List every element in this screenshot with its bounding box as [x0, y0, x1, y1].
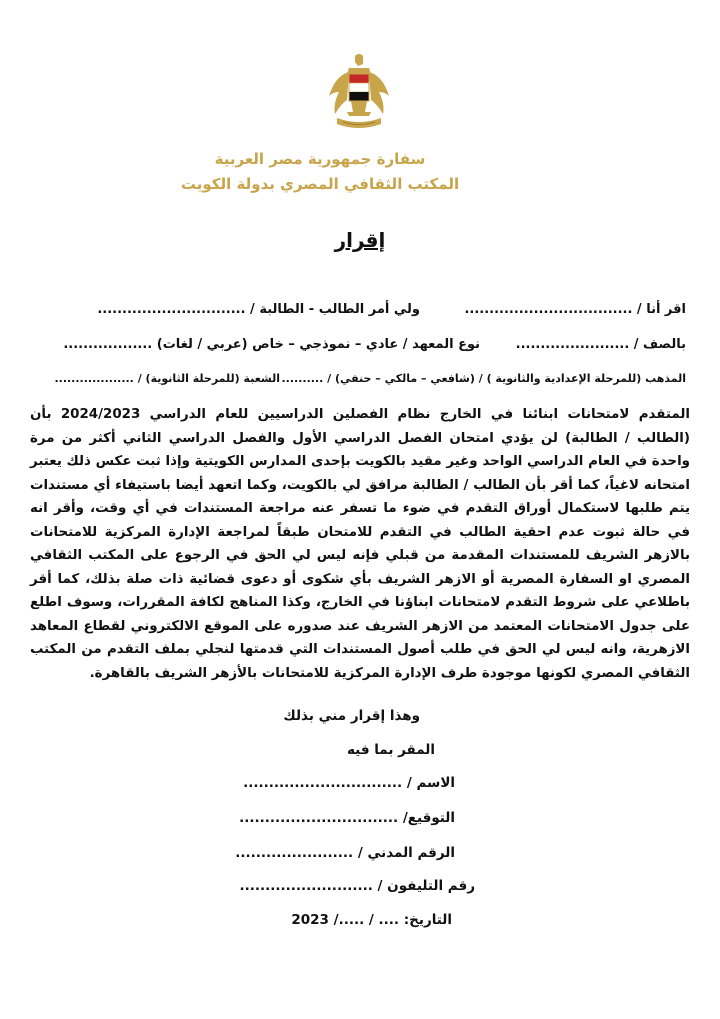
declaration-paragraph: المتقدم لامتحانات ابنائنا في الخارج نظام الفصلين الدراسيين للعام الدراسي 2024/2023 بأن (الطالب / الطالبة) لن يؤدي امتحان الفصل الدراسي الأول والفصل الدراسي الثاني أكثر من مرة واحدة في العام الدراسي الواحد وغير مقيد بالكويت بإحدى المدارس الكويتية وإذا ثبت عكس ذلك يعتبر امتحانه لاغياً، كما أقر بأن الطالب / الطالبة مرافق لي بالكويت، وكما اتعهد أيضا باستيفاء أي مستندات يتم طلبها لاستكمال أوراق التقدم في ضوء ما تسفر عنه مراجعة المستندات في أي وقت، وأقر انه في حالة ثبوت عدم احقية الطالب في التقدم للامتحان طبقاً لمراجعة الإدارة المركزية للامتحانات بالازهر الشريف للمستندات المقدمة من قبلي فإنه ليس لي الحق في الرجوع على المكتب الثقافي المصري او السفارة المصرية أو الازهر الشريف بأي شكوى أو دعوى قضائية ذات صلة بذلك، كما أقر باطلاعي على شروط التقدم لامتحانات ابناؤنا في الخارج، وكذا المناهج لكافة المقررات، وسوف اطلع على جدول الامتحانات المعتمد من الازهر الشريف عند صدوره على الموقع الالكتروني لقطاع المعاهد الازهرية، وانه ليس لي الحق في طلب أصول المستندات التي قدمتها لنجلي بملف التقدم من المكتب الثقافي المصري لكونها موجودة طرف الإدارة المركزية للامتحانات بالأزهر الشريف بالقاهرة.: [30, 407, 690, 681]
date-field: التاريخ: .... / ...../ 2023: [291, 912, 452, 928]
branch-line: الشعبة (للمرحلة الثانوية) / ...................: [54, 372, 280, 385]
declaration-statement: وهذا إقرار مني بذلك: [283, 708, 420, 724]
signature-field: التوقيع/ ...............................: [239, 810, 455, 826]
phone-field: رقم التليفون / ..........................: [239, 878, 475, 894]
name-field: الاسم / ...............................: [243, 775, 455, 791]
institute-type-line: نوع المعهد / عادي – نموذجي – خاص (عربي / لغات) ..................: [63, 337, 480, 352]
declaration-body: [30, 403, 690, 685]
document-title: إقرار: [334, 228, 386, 252]
egypt-eagle-emblem-icon: [325, 52, 393, 140]
declarant-name-line: اقر أنا / ..................................: [464, 302, 686, 317]
embassy-name: سفارة جمهورية مصر العربية: [214, 150, 426, 168]
cultural-office-name: المكتب الثقافي المصري بدولة الكويت: [180, 175, 460, 193]
grade-line: بالصف / .......................: [515, 337, 686, 352]
doctrine-line: المذهب (للمرحلة الإعدادية والثانوية ) / (شافعي – مالكي – حنفي) / ..........: [281, 372, 686, 385]
guardian-student-line: ولي أمر الطالب - الطالبة / ..............................: [97, 302, 420, 317]
civil-id-field: الرقم المدني / .......................: [235, 845, 455, 861]
declarant-label: المقر بما فيه: [347, 742, 435, 758]
